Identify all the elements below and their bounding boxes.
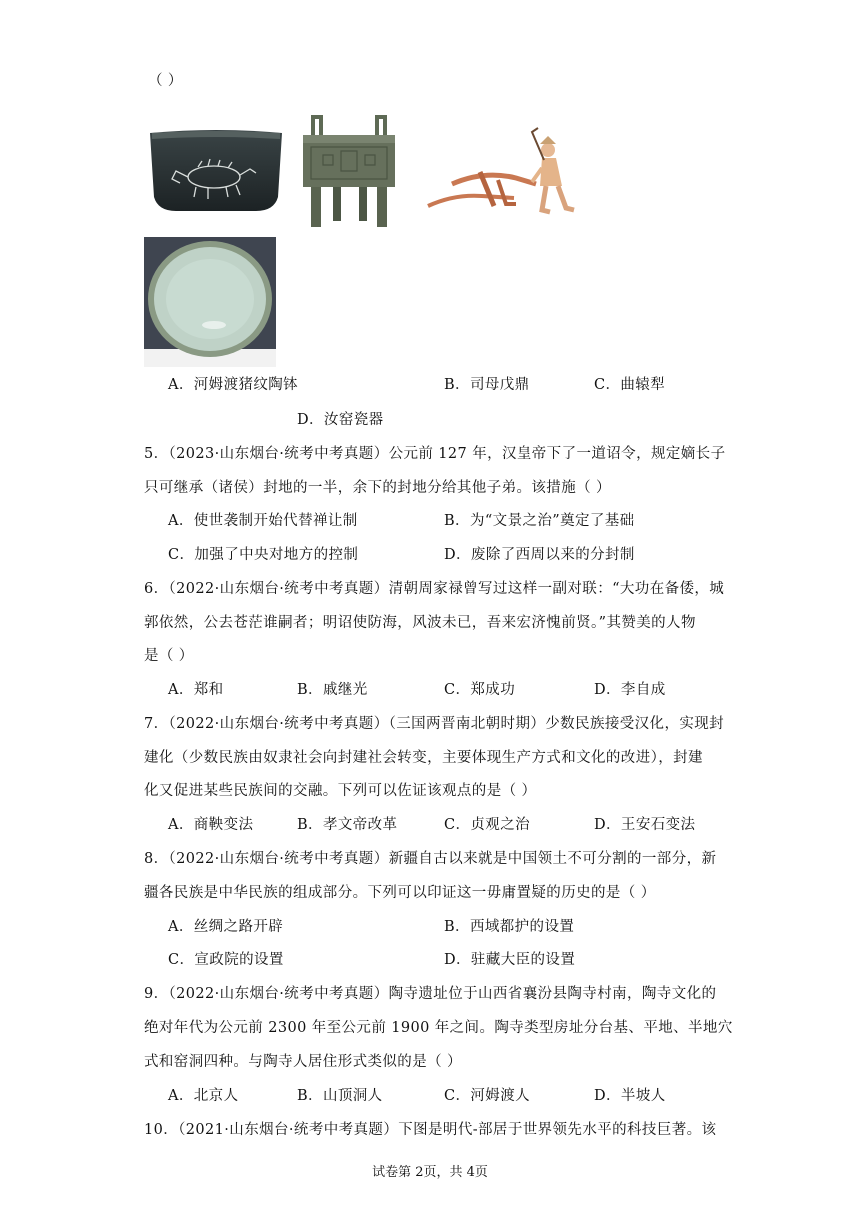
pig-pattern-pottery-bowl-image [146,127,286,213]
q6-option-d[interactable]: D．李自成 [594,682,666,698]
q6-option-b[interactable]: B．戚继光 [297,682,368,698]
q9-stem-line-3: 式和窑洞四种。与陶寺人居住形式类似的是（ ） [144,1054,462,1070]
q9-stem-line-2: 绝对年代为公元前 2300 年至公元前 1900 年之间。陶寺类型房址分台基、平地、半地穴 [144,1020,733,1036]
q8-option-a[interactable]: A．丝绸之路开辟 [168,919,284,935]
q9-option-a[interactable]: A．北京人 [168,1088,239,1104]
q6-stem-line-1: 6．（2022·山东烟台·统考中考真题）清朝周家禄曾写过这样一副对联：“大功在备倭，城 [144,581,725,597]
q4-option-c[interactable]: C．曲辕犁 [594,377,666,393]
q5-option-a[interactable]: A．使世袭制开始代替禅让制 [168,513,358,529]
q9-stem-line-1: 9．（2022·山东烟台·统考中考真题）陶寺遗址位于山西省襄汾县陶寺村南，陶寺文化的 [144,986,717,1002]
curved-shaft-plow-image [424,124,580,216]
q9-option-b[interactable]: B．山顶洞人 [297,1088,383,1104]
q9-option-c[interactable]: C．河姆渡人 [444,1088,530,1104]
q5-option-b[interactable]: B．为“文景之治”奠定了基础 [444,513,635,529]
q7-option-d[interactable]: D．王安石变法 [594,817,696,833]
q8-option-c[interactable]: C．宣政院的设置 [168,952,284,968]
q5-stem-line-2: 只可继承（诸侯）封地的一半，余下的封地分给其他子弟。该措施（ ） [144,480,611,496]
q4-option-a[interactable]: A．河姆渡猪纹陶钵 [168,377,299,393]
q7-option-c[interactable]: C．贞观之治 [444,817,530,833]
simuwu-ding-image [301,111,397,229]
q6-stem-line-2: 郭依然，公去苍茫谁嗣者；明诏使防海，风波未已，吾来宏济愧前贤。”其赞美的人物 [144,615,696,631]
q4-answer-paren: （ ） [148,73,183,89]
q5-option-c[interactable]: C．加强了中央对地方的控制 [168,547,359,563]
q4-option-d[interactable]: D．汝窑瓷器 [297,412,384,428]
q6-option-a[interactable]: A．郑和 [168,682,224,698]
q8-option-d[interactable]: D．驻藏大臣的设置 [444,952,576,968]
q4-option-b[interactable]: B．司母戊鼎 [444,377,530,393]
q6-stem-line-3: 是（ ） [144,648,194,664]
q9-option-d[interactable]: D．半坡人 [594,1088,666,1104]
q8-option-b[interactable]: B．西域都护的设置 [444,919,575,935]
q8-stem-line-1: 8．（2022·山东烟台·统考中考真题）新疆自古以来就是中国领土不可分割的一部分，新 [144,851,717,867]
q7-stem-line-3: 化又促进某些民族间的交融。下列可以佐证该观点的是（ ） [144,783,537,799]
q6-option-c[interactable]: C．郑成功 [444,682,516,698]
q7-stem-line-2: 建化（少数民族由奴隶社会向封建社会转变，主要体现生产方式和文化的改进），封建 [144,750,703,766]
q5-option-d[interactable]: D．废除了西周以来的分封制 [444,547,635,563]
q7-option-b[interactable]: B．孝文帝改革 [297,817,398,833]
q8-stem-line-2: 疆各民族是中华民族的组成部分。下列可以印证这一毋庸置疑的历史的是（ ） [144,885,656,901]
q10-stem-line-1: 10．（2021·山东烟台·统考中考真题）下图是明代-部居于世界领先水平的科技巨著。该 [144,1122,717,1138]
q7-option-a[interactable]: A．商鞅变法 [168,817,254,833]
q7-stem-line-1: 7．（2022·山东烟台·统考中考真题）（三国两晋南北朝时期）少数民族接受汉化，实现封 [144,716,725,732]
page-footer: 试卷第 2页，共 4页 [372,1165,488,1180]
ru-kiln-porcelain-plate-image [144,237,276,367]
q5-stem-line-1: 5．（2023·山东烟台·统考中考真题）公元前 127 年，汉皇帝下了一道诏令，规定嫡长子 [144,446,726,462]
